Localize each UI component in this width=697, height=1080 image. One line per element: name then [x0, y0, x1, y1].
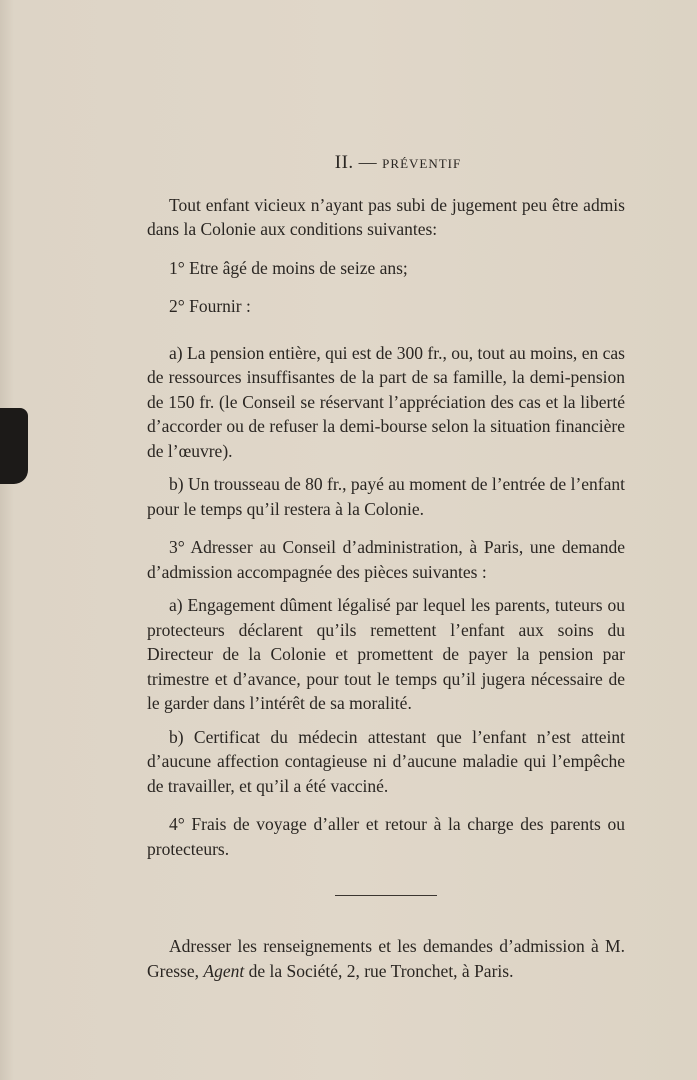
heading-dash: —	[358, 152, 378, 172]
condition-2: 2° Fournir :	[169, 296, 251, 316]
section-heading	[171, 150, 625, 177]
condition-3: 3° Adresser au Conseil d’administration, à Paris, une demande d’admission accompagnée des pièces suivantes :	[147, 537, 625, 582]
condition-4: 4° Frais de voyage d’aller et retour à la charge des parents ou protecteurs.	[147, 814, 625, 859]
closing-text-start: Adresser les renseignements et les demandes d’admission à M. Gresse,	[147, 936, 625, 981]
binding-stain	[0, 408, 28, 484]
section-title: PRÉVENTIF	[382, 156, 462, 171]
closing-text-end: de la Société, 2, rue Tronchet, à Paris.	[244, 960, 514, 981]
text-block	[147, 150, 625, 983]
condition-1: 1° Etre âgé de moins de seize ans;	[169, 257, 408, 278]
condition-2b: b) Un trousseau de 80 fr., payé au moment de l’entrée de l’enfant pour le temps qu’il restera à la Colonie.	[147, 474, 625, 519]
section-numeral: II.	[334, 152, 354, 173]
closing-agent: Agent	[203, 960, 245, 981]
separator-rule	[335, 895, 437, 896]
condition-3a: a) Engagement dûment légalisé par lequel les parents, tuteurs ou protecteurs déclarent qu’ils remettent l’enfant aux soins du Directeur de la Colonie et promettent de payer la pension par trimestre et d’avance, pour tout le temps qu’il jugera nécessaire de le garder dans l’intérêt de sa moralité.	[147, 595, 625, 713]
intro-paragraph: Tout enfant vicieux n’ayant pas subi de jugement peu être admis dans la Colonie aux conditions suivantes:	[147, 194, 625, 239]
closing-paragraph	[147, 934, 625, 983]
condition-3b: b) Certificat du médecin attestant que l’enfant n’est atteint d’aucune affection contagieuse ni d’aucune maladie qui l’empêche de travailler, et qu’il a été vacciné.	[147, 726, 625, 796]
condition-2a: a) La pension entière, qui est de 300 fr., ou, tout au moins, en cas de ressources insuffisantes de la part de sa famille, la demi-pension de 150 fr. (le Conseil se réservant l’appréciation des cas et la liberté d’accorder ou de refuser la demi-bourse selon la situation financière de l’œuvre).	[147, 342, 625, 461]
